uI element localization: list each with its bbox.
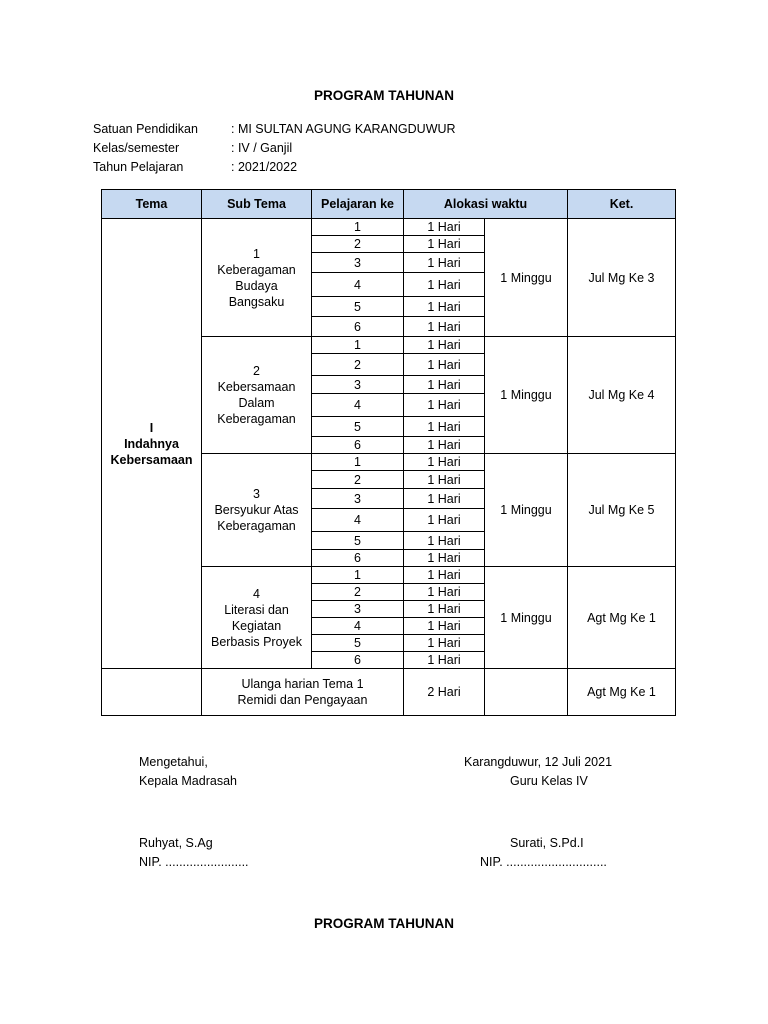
ket-cell: Jul Mg Ke 4	[568, 337, 676, 454]
lesson-number: 3	[312, 601, 404, 618]
lesson-duration: 1 Hari	[404, 417, 485, 437]
signature-left-line1: Mengetahui,	[139, 755, 208, 769]
info-label: Tahun Pelajaran	[93, 160, 184, 174]
lesson-number: 5	[312, 417, 404, 437]
header-sub-tema: Sub Tema	[202, 190, 312, 219]
subtema-text: 1	[253, 246, 260, 261]
tema-text: Kebersamaan	[110, 452, 193, 467]
ulangan-label-text: Remidi dan Pengayaan	[237, 693, 368, 707]
lesson-duration: 1 Hari	[404, 489, 485, 509]
subtema-text: Keberagaman	[217, 262, 296, 277]
lesson-duration: 1 Hari	[404, 317, 485, 337]
info-label: Kelas/semester	[93, 141, 180, 155]
tema-text: I	[149, 420, 154, 435]
subtema-text: Budaya	[235, 278, 278, 293]
lesson-duration: 1 Hari	[404, 394, 485, 417]
signature-right-nip: NIP. .............................	[480, 855, 607, 869]
footer-title: PROGRAM TAHUNAN	[314, 916, 454, 931]
table-header-row	[102, 190, 676, 219]
lesson-duration: 1 Hari	[404, 273, 485, 297]
subtema-text: Dalam	[238, 396, 275, 410]
tema-cell	[102, 219, 202, 669]
alokasi-cell: 1 Minggu	[485, 567, 568, 669]
page-title: PROGRAM TAHUNAN	[314, 88, 454, 103]
lesson-number: 6	[312, 317, 404, 337]
subtema-text: 4	[253, 586, 260, 601]
program-table	[101, 189, 676, 716]
ket-cell: Agt Mg Ke 1	[568, 567, 676, 669]
info-label: Satuan Pendidikan	[93, 122, 198, 136]
header-tema: Tema	[102, 190, 202, 219]
signature-right-name: Surati, S.Pd.I	[510, 836, 584, 850]
lesson-number: 2	[312, 354, 404, 376]
info-row-kelas	[93, 139, 456, 158]
ket-cell: Jul Mg Ke 5	[568, 454, 676, 567]
subtema-cell	[202, 219, 312, 337]
info-value: : IV / Ganjil	[231, 141, 293, 155]
ulangan-label-cell	[202, 669, 404, 716]
alokasi-cell: 1 Minggu	[485, 219, 568, 337]
lesson-number: 6	[312, 550, 404, 567]
header-alokasi-waktu: Alokasi waktu	[404, 190, 568, 219]
lesson-duration: 1 Hari	[404, 652, 485, 669]
subtema-text: 2	[253, 364, 260, 378]
lesson-duration: 1 Hari	[404, 354, 485, 376]
document-info	[93, 120, 456, 177]
subtema-text: Keberagaman	[217, 519, 296, 533]
info-value: : 2021/2022	[231, 160, 298, 174]
lesson-duration: 1 Hari	[404, 437, 485, 454]
alokasi-cell: 1 Minggu	[485, 454, 568, 567]
subtema-text: Berbasis Proyek	[210, 634, 302, 649]
ulangan-ket: Agt Mg Ke 1	[568, 669, 676, 716]
lesson-number: 4	[312, 618, 404, 635]
lesson-duration: 1 Hari	[404, 550, 485, 567]
lesson-number: 3	[312, 489, 404, 509]
lesson-number: 6	[312, 652, 404, 669]
tema-cell-empty	[102, 669, 202, 716]
subtema-text: Bangsaku	[228, 294, 285, 309]
signature-right-line2: Guru Kelas IV	[510, 774, 588, 788]
lesson-number: 5	[312, 297, 404, 317]
lesson-number: 2	[312, 471, 404, 489]
table-body	[102, 219, 676, 716]
lesson-duration: 1 Hari	[404, 253, 485, 273]
signature-right	[464, 753, 654, 791]
lesson-number: 2	[312, 584, 404, 601]
lesson-number: 5	[312, 635, 404, 652]
lesson-duration: 1 Hari	[404, 337, 485, 354]
subtema-cell	[202, 567, 312, 669]
subtema-cell	[202, 337, 312, 454]
lesson-number: 1	[312, 219, 404, 236]
signature-left-name-block	[139, 834, 249, 872]
lesson-number: 1	[312, 454, 404, 471]
lesson-duration: 1 Hari	[404, 584, 485, 601]
subtema-text: Keberagaman	[217, 412, 296, 426]
tema-text: Indahnya	[124, 436, 179, 451]
subtema-cell	[202, 454, 312, 567]
info-value: : MI SULTAN AGUNG KARANGDUWUR	[231, 122, 456, 136]
table-row	[102, 219, 676, 236]
lesson-number: 1	[312, 337, 404, 354]
subtema-text: Literasi dan	[224, 602, 289, 617]
lesson-number: 3	[312, 376, 404, 394]
alokasi-cell: 1 Minggu	[485, 337, 568, 454]
lesson-duration: 1 Hari	[404, 532, 485, 550]
lesson-duration: 1 Hari	[404, 471, 485, 489]
lesson-duration: 1 Hari	[404, 509, 485, 532]
info-row-satuan	[93, 120, 456, 139]
lesson-number: 5	[312, 532, 404, 550]
lesson-number: 2	[312, 236, 404, 253]
subtema-text: Kegiatan	[231, 618, 282, 633]
ulangan-row	[102, 669, 676, 716]
lesson-number: 4	[312, 394, 404, 417]
lesson-duration: 1 Hari	[404, 219, 485, 236]
lesson-duration: 1 Hari	[404, 635, 485, 652]
lesson-duration: 1 Hari	[404, 236, 485, 253]
signature-left-nip: NIP. ........................	[139, 855, 249, 869]
lesson-number: 4	[312, 509, 404, 532]
subtema-text: 3	[253, 487, 260, 501]
lesson-number: 4	[312, 273, 404, 297]
signature-left-name: Ruhyat, S.Ag	[139, 836, 213, 850]
lesson-number: 3	[312, 253, 404, 273]
ulangan-label-text: Ulanga harian Tema 1	[241, 677, 364, 691]
lesson-duration: 1 Hari	[404, 376, 485, 394]
header-pelajaran-ke: Pelajaran ke	[312, 190, 404, 219]
signature-right-line1: Karangduwur, 12 Juli 2021	[464, 755, 613, 769]
subtema-text: Bersyukur Atas	[214, 503, 299, 517]
lesson-duration: 1 Hari	[404, 454, 485, 471]
header-ket: Ket.	[568, 190, 676, 219]
signature-left	[139, 753, 237, 791]
ulangan-duration: 2 Hari	[404, 669, 485, 716]
lesson-duration: 1 Hari	[404, 601, 485, 618]
signature-right-name-block	[480, 834, 607, 872]
subtema-text: Kebersamaan	[217, 380, 296, 394]
signature-left-line2: Kepala Madrasah	[139, 774, 237, 788]
lesson-number: 6	[312, 437, 404, 454]
ket-cell: Jul Mg Ke 3	[568, 219, 676, 337]
lesson-duration: 1 Hari	[404, 567, 485, 584]
ulangan-alokasi	[485, 669, 568, 716]
lesson-duration: 1 Hari	[404, 297, 485, 317]
lesson-number: 1	[312, 567, 404, 584]
info-row-tahun	[93, 158, 456, 177]
lesson-duration: 1 Hari	[404, 618, 485, 635]
